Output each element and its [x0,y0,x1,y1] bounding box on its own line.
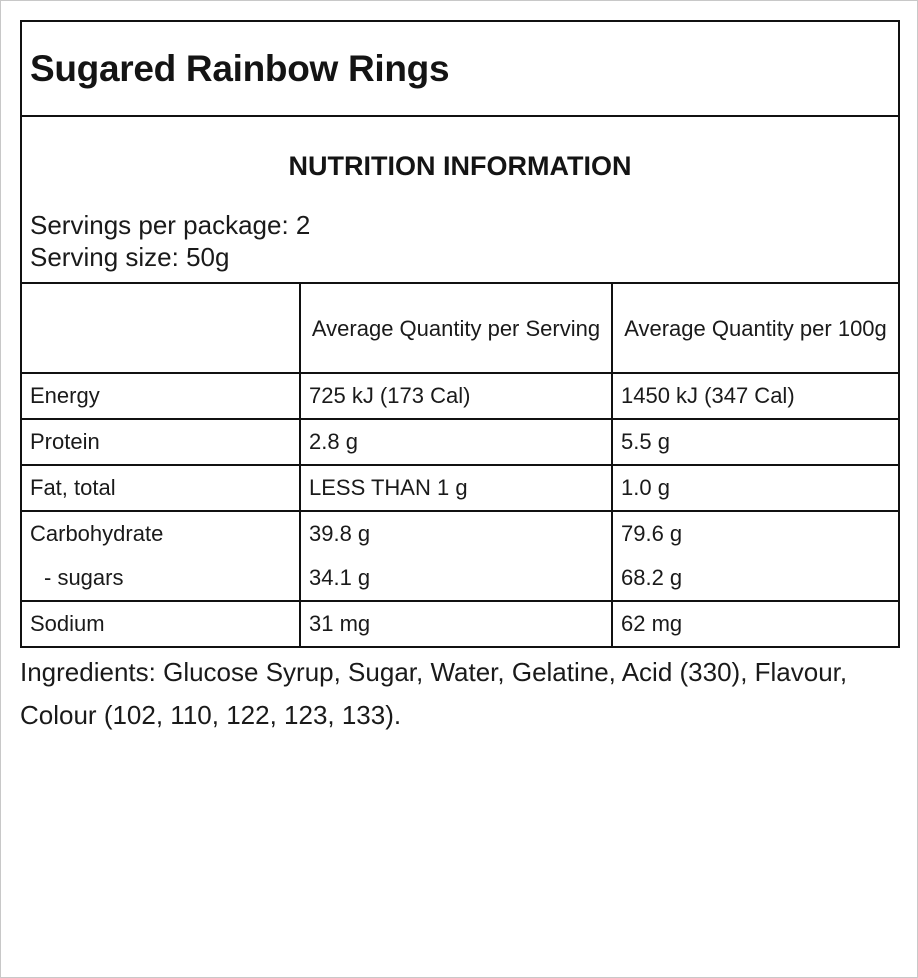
per-100g-cell [612,511,898,601]
per-100g-value: 5.5 g [612,419,898,465]
per-100g-value: 79.6 g [621,521,683,546]
nutrition-table [22,284,898,646]
nutrition-info-block [22,117,898,284]
per-serving-value: 39.8 g [309,521,371,546]
per-serving-value: LESS THAN 1 g [300,465,612,511]
per-100g-value: 62 mg [621,611,683,636]
row-label-cell [22,511,300,601]
row-label: Fat, total [22,465,300,511]
table-header-row [22,284,898,373]
table-row-carbohydrate [22,511,898,601]
nutrition-heading: NUTRITION INFORMATION [288,151,632,181]
table-row-fat [22,465,898,511]
row-label: Carbohydrate [30,521,164,546]
servings-per-package: Servings per package: 2 [30,210,311,240]
per-serving-value: 2.8 g [300,419,612,465]
table-row-protein [22,419,898,465]
table-row-energy [22,373,898,419]
header-per-100g: Average Quantity per 100g [612,284,898,373]
nutrition-panel [20,20,900,648]
per-100g-sub-value: 68.2 g [621,565,683,590]
ingredients-text: Ingredients: Glucose Syrup, Sugar, Water, Gelatine, Acid (330), Flavour, Colour (102, 110, 122, 123, 133). [20,657,848,730]
title-row [22,22,898,117]
per-100g-value: 1.0 g [612,465,898,511]
serving-size: Serving size: 50g [30,242,230,272]
serving-details [30,209,310,273]
per-serving-value: 725 kJ (173 Cal) [300,373,612,419]
sub-row-label: - sugars [44,565,124,590]
header-per-serving: Average Quantity per Serving [300,284,612,373]
header-empty-cell [22,284,300,373]
per-serving-cell [300,511,612,601]
per-100g-value: 1450 kJ (347 Cal) [612,373,898,419]
table-row-sodium [22,601,898,646]
row-label: Energy [22,373,300,419]
row-label: Protein [22,419,300,465]
per-serving-sub-value: 34.1 g [309,565,371,590]
row-label: Sodium [22,601,300,646]
product-title: Sugared Rainbow Rings [30,47,450,89]
per-serving-value: 31 mg [300,601,612,646]
